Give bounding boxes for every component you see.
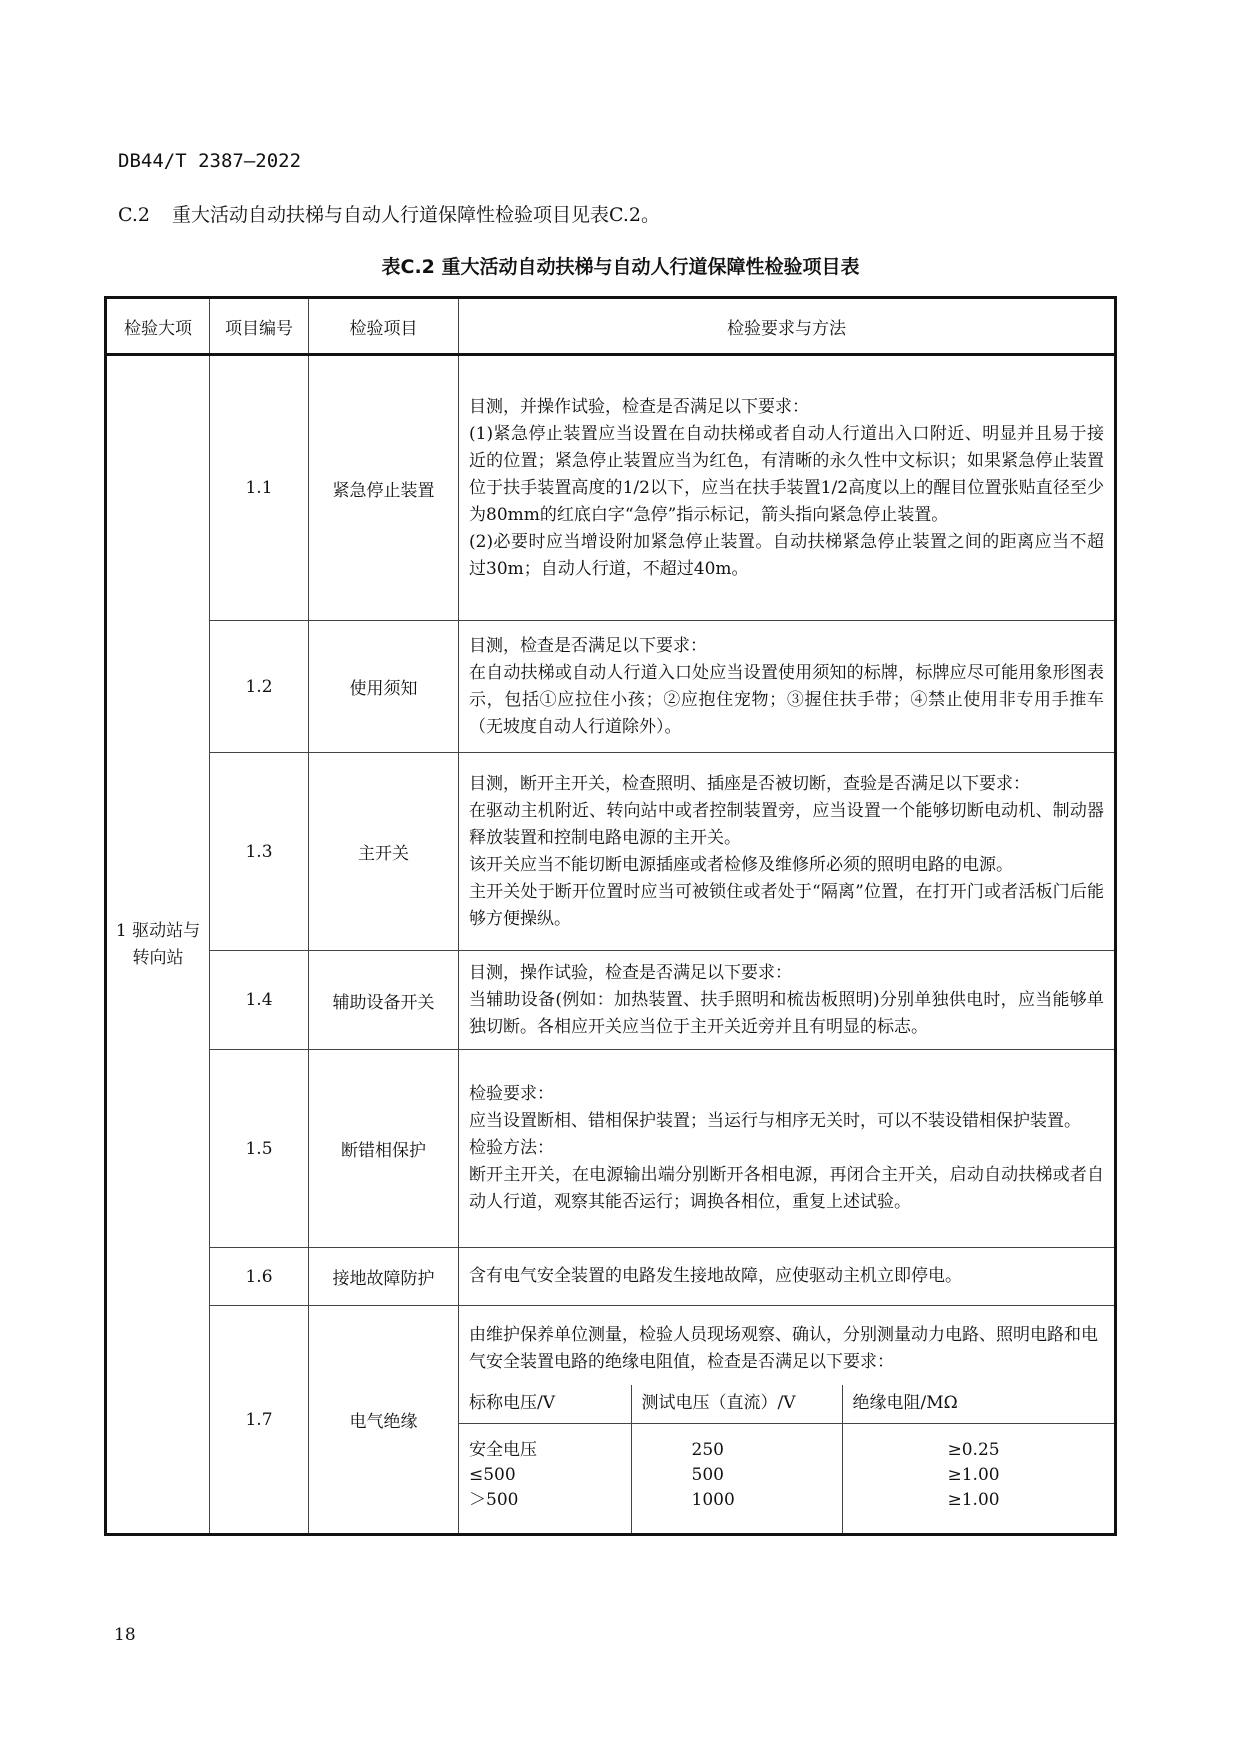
insulation-subtable [459, 1385, 1114, 1534]
table-caption: 表C.2 重大活动自动扶梯与自动人行道保障性检验项目表 [381, 256, 860, 278]
clause-c2 [118, 200, 660, 227]
clause-text: 重大活动自动扶梯与自动人行道保障性检验项目见表C.2。 [172, 204, 660, 226]
subtable-cell: ≤500 [469, 1464, 516, 1485]
table-row [106, 753, 1116, 951]
requirements-cell [459, 1248, 1116, 1306]
table-row [106, 355, 1116, 621]
item-name: 辅助设备开关 [309, 951, 459, 1050]
subtable-header: 测试电压（直流）/V [631, 1385, 842, 1424]
subtable-cell: ≥1.00 [947, 1464, 1000, 1485]
item-name: 紧急停止装置 [309, 355, 459, 621]
item-name: 电气绝缘 [309, 1306, 459, 1535]
requirements-cell [459, 1306, 1116, 1535]
subtable-cell: ＞500 [469, 1489, 519, 1510]
requirement-line: (1)紧急停止装置应当设置在自动扶梯或者自动人行道出入口附近、明显并且易于接近的位置；紧急停止装置应当为红色，有清晰的永久性中文标识；如果紧急停止装置位于扶手装置高度的1/2以下，应当在扶手装置1/2高度以上的醒目位置张贴直径至少为80mm的红底白字“急停”指示标记，箭头指向紧急停止装置。 [469, 423, 1104, 525]
category-label: 1 驱动站与转向站 [115, 920, 201, 968]
requirement-line: 当辅助设备(例如：加热装置、扶手照明和梳齿板照明)分别单独供电时，应当能够单独切断。各相应开关应当位于主开关近旁并且有明显的标志。 [469, 989, 1104, 1037]
item-name: 断错相保护 [309, 1050, 459, 1248]
standard-number: DB44/T 2387—2022 [118, 150, 302, 172]
clause-number: C.2 [118, 204, 150, 226]
subtable-header: 标称电压/V [459, 1385, 631, 1424]
item-number: 1.1 [210, 355, 309, 621]
table-row [106, 1050, 1116, 1248]
requirements-cell [459, 1050, 1116, 1248]
header-item-no: 项目编号 [210, 298, 309, 355]
item-name: 使用须知 [309, 621, 459, 753]
subtable-header: 绝缘电阻/MΩ [842, 1385, 1114, 1424]
table-row [106, 1248, 1116, 1306]
requirements-cell [459, 951, 1116, 1050]
requirement-line: 目测，断开主开关，检查照明、插座是否被切断，查验是否满足以下要求： [469, 773, 1030, 794]
requirement-line: 目测，并操作试验，检查是否满足以下要求： [469, 396, 809, 417]
header-requirements: 检验要求与方法 [459, 298, 1116, 355]
requirement-line: 检验要求： [469, 1084, 554, 1104]
requirement-line: 由维护保养单位测量，检验人员现场观察、确认，分别测量动力电路、照明电路和电气安全装置电路的绝缘电阻值，检查是否满足以下要求： [469, 1324, 1098, 1372]
requirement-line: 目测，操作试验，检查是否满足以下要求： [469, 962, 792, 983]
requirements-cell [459, 355, 1116, 621]
inspection-table [104, 296, 1117, 1536]
item-name: 主开关 [309, 753, 459, 951]
requirement-line: 该开关应当不能切断电源插座或者检修及维修所必须的照明电路的电源。 [469, 854, 1013, 875]
subtable-cell: 1000 [691, 1489, 735, 1510]
requirement-line: 检验方法： [469, 1138, 554, 1158]
table-header-row [106, 298, 1116, 355]
requirement-line: 目测，检查是否满足以下要求： [469, 635, 707, 656]
subtable-cell: ≥1.00 [947, 1489, 1000, 1510]
item-number: 1.2 [210, 621, 309, 753]
requirement-line: 在自动扶梯或自动人行道入口处应当设置使用须知的标牌，标牌应尽可能用象形图表示，包括①应拉住小孩；②应抱住宠物；③握住扶手带；④禁止使用非专用手推车（无坡度自动人行道除外）。 [469, 662, 1104, 737]
requirement-line: 断开主开关，在电源输出端分别断开各相电源，再闭合主开关，启动自动扶梯或者自动人行道，观察其能否运行；调换各相位，重复上述试验。 [469, 1165, 1104, 1212]
table-row [106, 951, 1116, 1050]
item-number: 1.5 [210, 1050, 309, 1248]
subtable-cell: 安全电压 [469, 1439, 537, 1460]
item-number: 1.3 [210, 753, 309, 951]
page-number: 18 [114, 1625, 136, 1645]
subtable-cell: 500 [691, 1464, 724, 1485]
header-item: 检验项目 [309, 298, 459, 355]
item-number: 1.4 [210, 951, 309, 1050]
item-number: 1.7 [210, 1306, 309, 1535]
subtable-cell: 250 [691, 1439, 724, 1460]
requirement-line: 含有电气安全装置的电路发生接地故障，应使驱动主机立即停电。 [469, 1266, 962, 1286]
requirement-line: 在驱动主机附近、转向站中或者控制装置旁，应当设置一个能够切断电动机、制动器释放装置和控制电路电源的主开关。 [469, 800, 1104, 848]
header-category: 检验大项 [106, 298, 210, 355]
subtable-cell: ≥0.25 [947, 1439, 1000, 1460]
requirements-cell [459, 621, 1116, 753]
item-name: 接地故障防护 [309, 1248, 459, 1306]
table-row [106, 621, 1116, 753]
category-cell [106, 355, 210, 1535]
requirements-cell [459, 753, 1116, 951]
requirement-line: (2)必要时应当增设附加紧急停止装置。自动扶梯紧急停止装置之间的距离应当不超过30m；自动人行道，不超过40m。 [469, 531, 1104, 579]
item-number: 1.6 [210, 1248, 309, 1306]
requirement-line: 主开关处于断开位置时应当可被锁住或者处于“隔离”位置，在打开门或者活板门后能够方便操纵。 [469, 881, 1104, 929]
requirement-line: 应当设置断相、错相保护装置；当运行与相序无关时，可以不装设错相保护装置。 [469, 1111, 1081, 1131]
table-row [106, 1306, 1116, 1535]
